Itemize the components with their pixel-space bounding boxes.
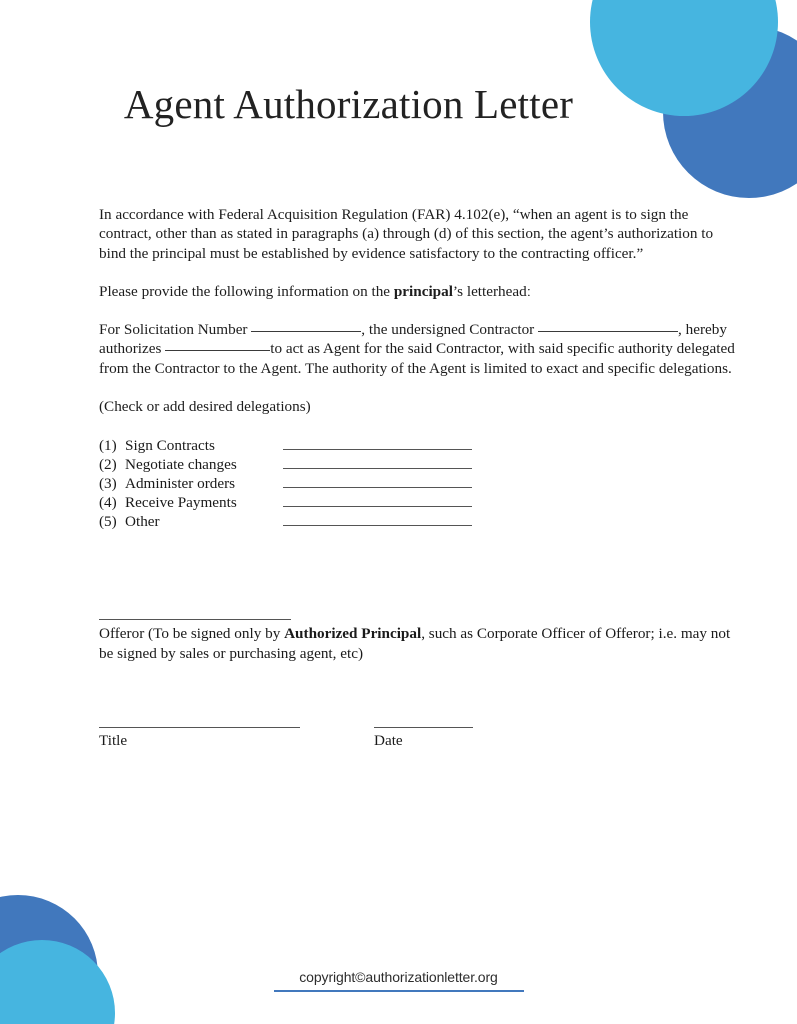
delegation-input-line[interactable] — [283, 474, 472, 488]
delegation-input-line[interactable] — [283, 512, 472, 526]
title-date-row — [99, 727, 737, 750]
offeror-caption-before: Offeror (To be signed only by — [99, 625, 285, 643]
decorative-circle-bottom-left-dark — [0, 895, 98, 1024]
delegation-label: Receive Payments — [125, 494, 237, 512]
list-item — [99, 455, 737, 474]
date-label: Date — [374, 731, 403, 749]
solicitation-text-1: For Solicitation Number — [99, 321, 252, 339]
delegation-label: Negotiate changes — [125, 456, 237, 474]
agent-name-blank[interactable] — [165, 350, 270, 351]
letterhead-bold-principal: principal — [393, 282, 453, 300]
solicitation-number-blank[interactable] — [251, 331, 361, 332]
title-input-line[interactable] — [99, 727, 300, 728]
list-item — [99, 512, 737, 531]
contractor-name-blank[interactable] — [538, 331, 678, 332]
list-item — [99, 493, 737, 512]
offeror-caption — [99, 624, 737, 663]
delegation-number: (5) — [99, 513, 117, 531]
check-delegations-note: (Check or add desired delegations) — [99, 398, 311, 416]
solicitation-text-3: , hereby authorizes — [99, 321, 727, 358]
delegation-number: (3) — [99, 475, 117, 493]
solicitation-text-4: to act as Agent for the said Contractor, with said specific authority delegated from the Contractor to the Agent. The authority of the Agent is limited to exact and specific delegations. — [99, 340, 735, 377]
delegation-number: (2) — [99, 456, 117, 474]
letterhead-instruction-paragraph — [99, 282, 737, 301]
delegation-label: Administer orders — [125, 475, 236, 493]
offeror-signature-line[interactable] — [99, 619, 291, 620]
date-input-line[interactable] — [374, 727, 473, 728]
footer-inner — [274, 969, 524, 992]
delegation-number: (1) — [99, 437, 117, 455]
delegations-list — [99, 436, 737, 531]
solicitation-paragraph — [99, 320, 737, 378]
delegation-number: (4) — [99, 494, 117, 512]
list-item — [99, 436, 737, 455]
footer-rule — [274, 990, 524, 992]
letterhead-text-after: ’s letterheadː — [452, 282, 531, 300]
letterhead-text-before: Please provide the following information on the — [99, 282, 394, 300]
title-label: Title — [99, 731, 128, 749]
delegation-input-line[interactable] — [283, 436, 472, 450]
delegation-input-line[interactable] — [283, 493, 472, 507]
delegation-label: Sign Contracts — [125, 437, 215, 455]
title-field-group — [99, 727, 374, 750]
date-field-group — [374, 727, 574, 750]
document-body — [0, 125, 797, 750]
solicitation-text-2: , the undersigned Contractor — [361, 321, 539, 339]
page-title: Agent Authorization Letter — [123, 81, 574, 127]
copyright-text: copyright©authorizationletter.org — [299, 969, 498, 985]
offeror-caption-after: , such as Corporate Officer of Offeror; i.e. may not be signed by sales or purchasing agent, etc) — [99, 625, 731, 662]
offeror-caption-bold: Authorized Principal — [284, 625, 422, 643]
list-item — [99, 474, 737, 493]
page-footer — [0, 969, 797, 992]
far-quote-paragraph: In accordance with Federal Acquisition Regulation (FAR) 4.102(e), “when an agent is to sign the contract, other than as stated in paragraphs (a) through (d) of this section, the agent’s authorization to bind the principal must be established by evidence satisfactory to the contracting officer.” — [99, 206, 714, 262]
delegation-label: Other — [125, 513, 160, 531]
delegation-input-line[interactable] — [283, 455, 472, 469]
signature-block — [99, 619, 737, 750]
